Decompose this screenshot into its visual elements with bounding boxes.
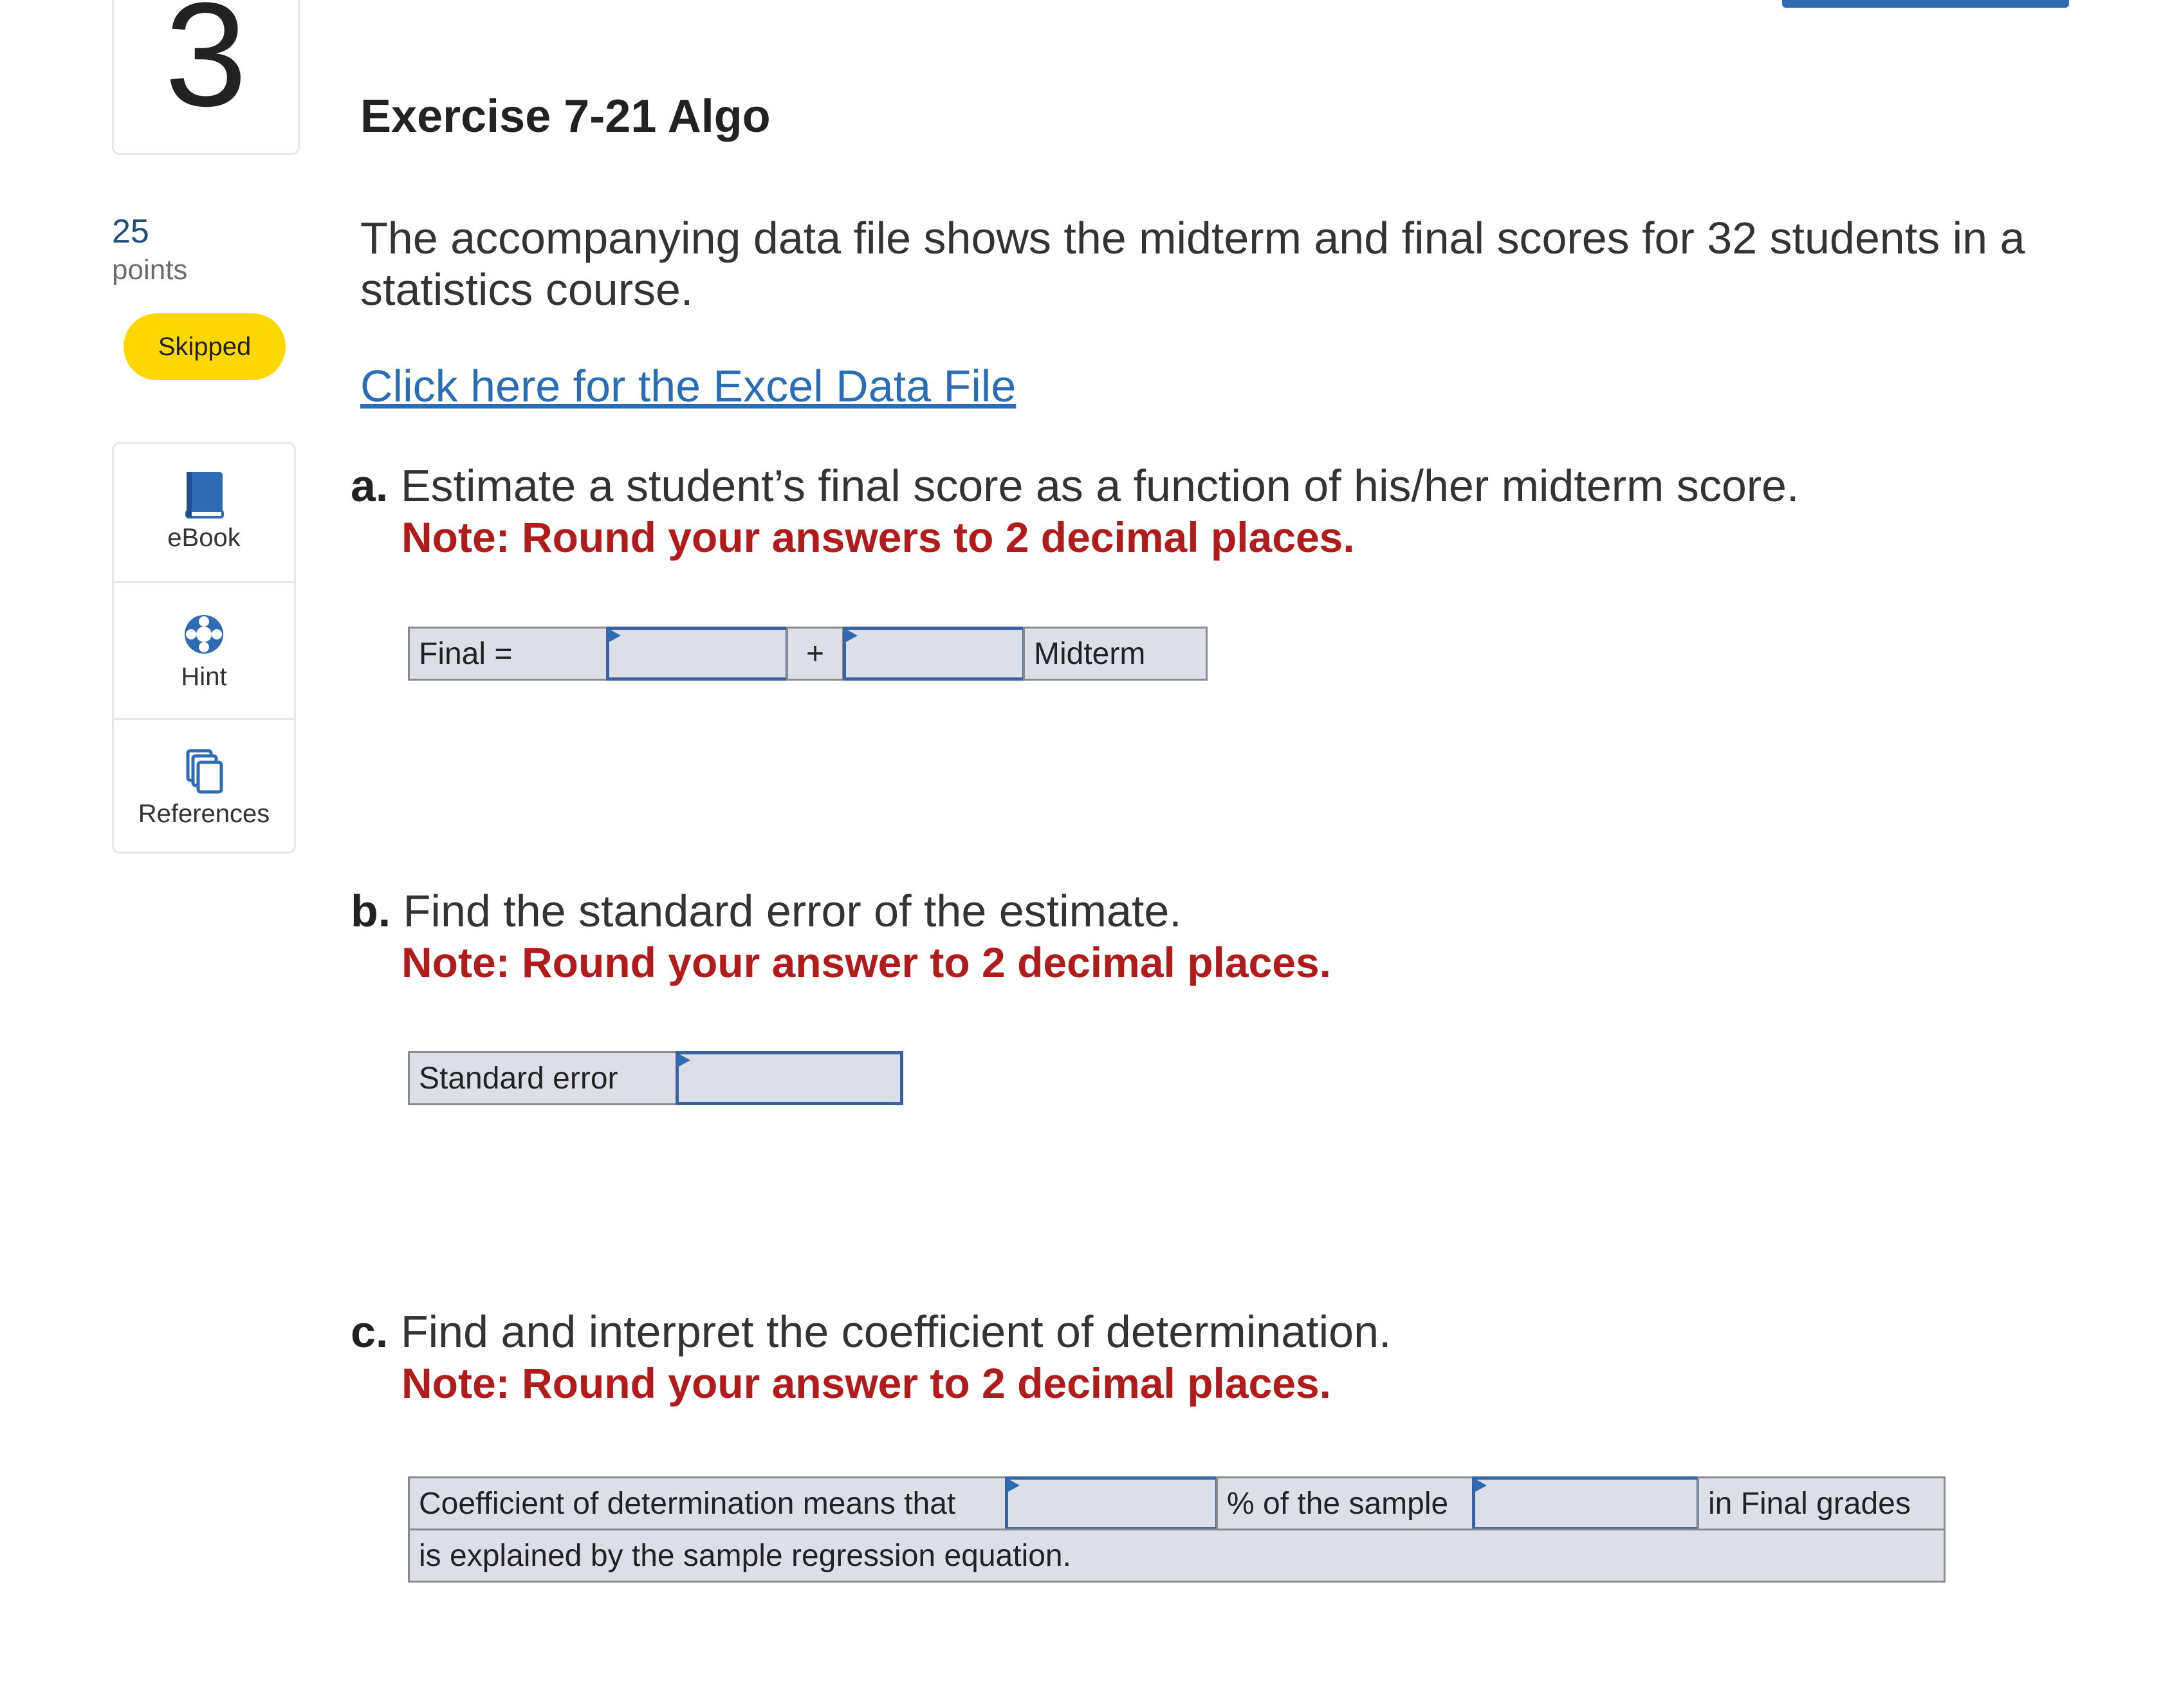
points-label: points — [112, 254, 188, 286]
flag-icon — [1474, 1478, 1487, 1492]
variation-input[interactable] — [1472, 1476, 1700, 1530]
part-b-letter: b. — [351, 886, 391, 936]
hint-button[interactable] — [114, 581, 294, 720]
references-label: References — [138, 800, 270, 828]
midterm-label-cell: Midterm — [1023, 627, 1208, 681]
top-button-fragment[interactable] — [1782, 0, 2069, 8]
part-c-text: Find and interpret the coefficient of determination. — [400, 1307, 1392, 1357]
standard-error-label: Standard error — [408, 1051, 678, 1105]
slope-input[interactable] — [843, 627, 1026, 681]
part-b-note: Note: Round your answer to 2 decimal places. — [401, 939, 1332, 986]
intercept-input[interactable] — [606, 627, 789, 681]
part-a-question — [351, 460, 1799, 511]
flag-icon — [677, 1053, 690, 1067]
flag-icon — [845, 629, 858, 643]
status-badge: Skipped — [124, 313, 286, 380]
standard-error-field[interactable] — [679, 1054, 900, 1102]
standard-error-input[interactable] — [676, 1051, 903, 1105]
ebook-button[interactable] — [114, 444, 294, 581]
plus-cell: + — [786, 627, 844, 681]
part-c-letter: c. — [351, 1307, 389, 1357]
final-grades-cell: in Final grades — [1697, 1476, 1946, 1530]
ebook-label: eBook — [167, 524, 241, 552]
slope-field[interactable] — [846, 630, 1022, 677]
part-c-note: Note: Round your answer to 2 decimal places. — [401, 1359, 1332, 1407]
excel-data-link[interactable]: Click here for the Excel Data File — [360, 361, 1017, 411]
part-a-note: Note: Round your answers to 2 decimal places. — [401, 513, 1355, 561]
copy-documents-icon — [181, 747, 226, 796]
part-c-question — [351, 1306, 1391, 1357]
percent-field[interactable] — [1008, 1480, 1215, 1527]
book-icon — [181, 471, 226, 520]
explained-text-cell: is explained by the sample regression equation. — [408, 1529, 1946, 1583]
part-b-text: Find the standard error of the estimate. — [403, 886, 1182, 936]
flag-icon — [608, 629, 621, 643]
percent-sample-cell: % of the sample — [1216, 1476, 1475, 1530]
variation-field[interactable] — [1475, 1480, 1697, 1527]
references-button[interactable] — [114, 718, 294, 857]
exercise-title: Exercise 7-21 Algo — [360, 91, 771, 142]
points-value: 25 — [112, 213, 149, 250]
tools-panel — [112, 442, 296, 854]
lifebuoy-icon — [181, 610, 226, 659]
question-number: 3 — [112, 0, 300, 155]
intro-text: The accompanying data file shows the midterm and final scores for 32 students in a statistics course. — [360, 213, 2025, 315]
flag-icon — [1007, 1478, 1020, 1492]
percent-input[interactable] — [1005, 1476, 1219, 1530]
part-b-question — [351, 885, 1182, 937]
hint-label: Hint — [181, 663, 227, 691]
coefficient-text-cell: Coefficient of determination means that — [408, 1476, 1008, 1530]
part-a-text: Estimate a student’s final score as a function of his/her midterm score. — [400, 461, 1799, 511]
final-label-cell: Final = — [408, 627, 609, 681]
intercept-field[interactable] — [609, 630, 786, 677]
part-a-letter: a. — [351, 461, 389, 511]
